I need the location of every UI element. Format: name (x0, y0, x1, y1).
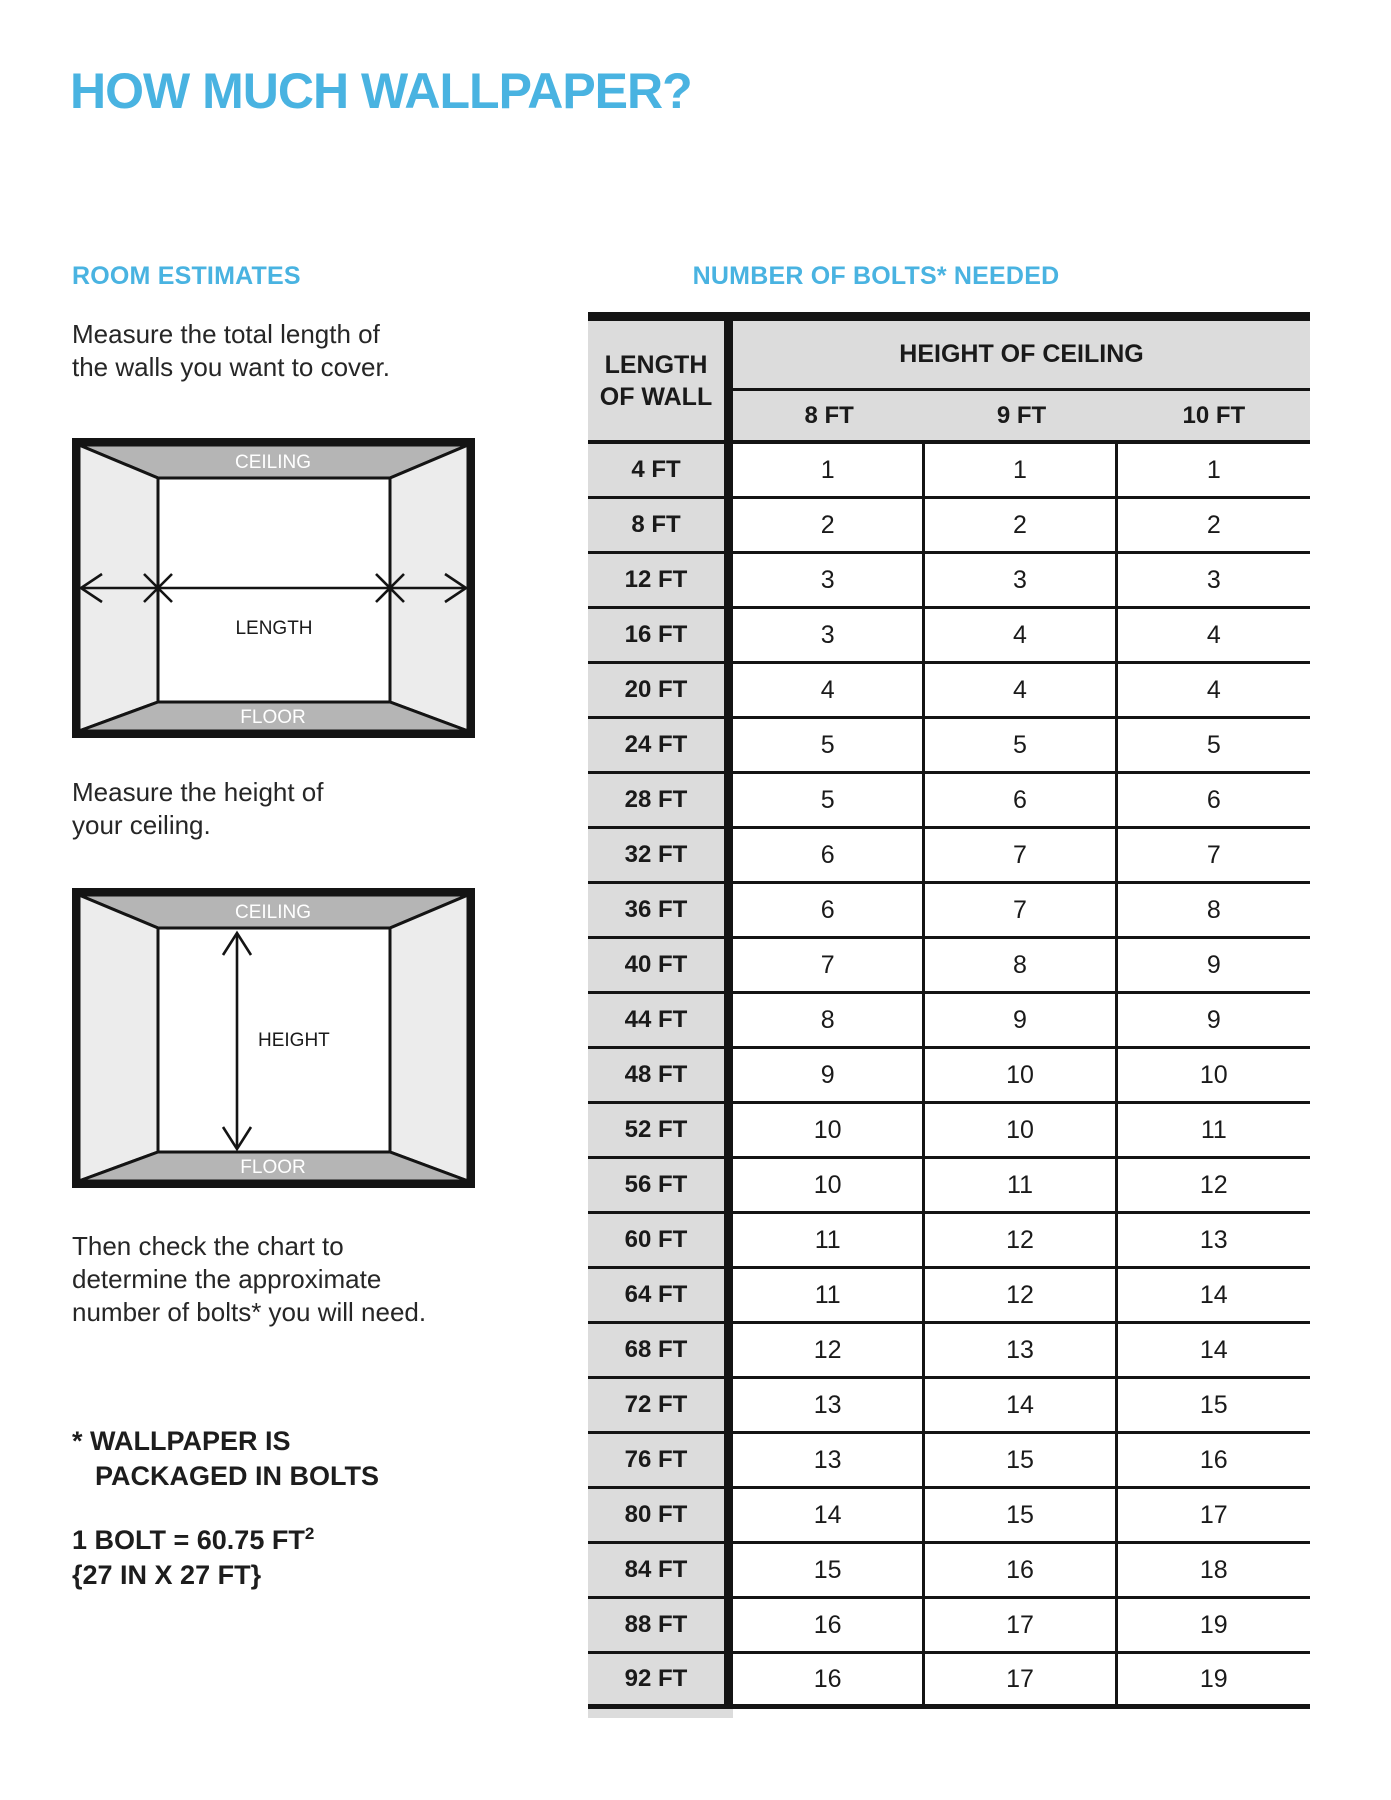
table-row (588, 1434, 1310, 1489)
page-title: HOW MUCH WALLPAPER? (70, 63, 692, 119)
table-row (588, 719, 1310, 774)
bolts-count-cell: 3 (1118, 554, 1310, 609)
table-row (588, 1049, 1310, 1104)
wall-length-cell: 64 FT (588, 1269, 733, 1324)
bolts-count-cell: 14 (1118, 1324, 1310, 1379)
wall-length-cell: 60 FT (588, 1214, 733, 1269)
bolts-count-cell: 15 (925, 1434, 1117, 1489)
col-header-9ft: 9 FT (925, 391, 1117, 444)
bolts-count-cell: 9 (1118, 939, 1310, 994)
bolts-count-cell: 2 (925, 499, 1117, 554)
table-row (588, 664, 1310, 719)
table-row (588, 939, 1310, 994)
bolts-count-cell: 16 (925, 1544, 1117, 1599)
table-row (588, 1324, 1310, 1379)
table-row (588, 884, 1310, 939)
length-label: LENGTH (235, 618, 313, 639)
footnote-line: PACKAGED IN BOLTS (95, 1461, 380, 1491)
bolts-count-cell: 13 (733, 1434, 925, 1489)
instruction-line: your ceiling. (72, 810, 211, 840)
bolts-count-cell: 19 (1118, 1654, 1310, 1709)
wall-length-cell: 40 FT (588, 939, 733, 994)
wall-length-cell: 20 FT (588, 664, 733, 719)
floor-label: FLOOR (240, 707, 306, 728)
table-row (588, 609, 1310, 664)
table-row (588, 774, 1310, 829)
instruction-line: the walls you want to cover. (72, 352, 390, 382)
bolts-count-cell: 2 (733, 499, 925, 554)
table-tail-strip (588, 1709, 733, 1718)
length-of-wall-header: LENGTH OF WALL (588, 321, 733, 444)
instruction-line: number of bolts* you will need. (72, 1297, 427, 1327)
bolts-count-cell: 1 (925, 444, 1117, 499)
bolts-count-cell: 15 (925, 1489, 1117, 1544)
instruction-line: Then check the chart to (72, 1231, 344, 1261)
bolts-count-cell: 10 (925, 1049, 1117, 1104)
table-row (588, 1379, 1310, 1434)
squared-exponent: 2 (304, 1524, 315, 1543)
col-header-8ft: 8 FT (733, 391, 925, 444)
bolts-count-cell: 10 (925, 1104, 1117, 1159)
bolts-count-cell: 7 (733, 939, 925, 994)
wall-length-cell: 68 FT (588, 1324, 733, 1379)
bolts-count-cell: 1 (1118, 444, 1310, 499)
bolts-count-cell: 3 (733, 554, 925, 609)
wall-length-cell: 32 FT (588, 829, 733, 884)
bolts-count-cell: 12 (925, 1269, 1117, 1324)
wall-length-cell: 84 FT (588, 1544, 733, 1599)
back-wall-surface (158, 478, 390, 702)
col-header-10ft: 10 FT (1118, 391, 1310, 444)
bolts-count-cell: 15 (733, 1544, 925, 1599)
bolt-dimensions: {27 IN X 27 FT} (72, 1560, 262, 1590)
bolts-count-cell: 13 (925, 1324, 1117, 1379)
table-row (588, 1599, 1310, 1654)
bolts-table-header (588, 321, 1310, 444)
bolts-count-cell: 6 (733, 829, 925, 884)
instruction-line: Measure the total length of (72, 319, 380, 349)
bolts-count-cell: 4 (733, 664, 925, 719)
bolts-count-cell: 14 (1118, 1269, 1310, 1324)
bolts-count-cell: 17 (925, 1654, 1117, 1709)
bolts-count-cell: 13 (733, 1379, 925, 1434)
bolts-count-cell: 9 (925, 994, 1117, 1049)
bolts-count-cell: 11 (733, 1269, 925, 1324)
bolts-count-cell: 4 (925, 664, 1117, 719)
bolts-count-cell: 17 (925, 1599, 1117, 1654)
table-row (588, 1544, 1310, 1599)
wall-length-cell: 24 FT (588, 719, 733, 774)
table-row (588, 1104, 1310, 1159)
wall-length-cell: 36 FT (588, 884, 733, 939)
height-of-ceiling-header: HEIGHT OF CEILING (733, 321, 1310, 391)
wall-length-cell: 72 FT (588, 1379, 733, 1434)
measure-height-instruction (72, 776, 324, 842)
asterisk-marker: * (72, 1426, 83, 1456)
bolts-count-cell: 13 (1118, 1214, 1310, 1269)
table-row (588, 1269, 1310, 1324)
bolts-count-cell: 16 (733, 1654, 925, 1709)
wall-length-cell: 28 FT (588, 774, 733, 829)
bolts-count-cell: 8 (925, 939, 1117, 994)
bolts-count-cell: 5 (925, 719, 1117, 774)
wall-length-cell: 56 FT (588, 1159, 733, 1214)
ceiling-label: CEILING (234, 452, 312, 473)
bolts-count-cell: 4 (925, 609, 1117, 664)
bolts-count-cell: 3 (925, 554, 1117, 609)
bolts-table (588, 312, 1310, 1718)
footnote-line: * WALLPAPER IS (72, 1426, 291, 1456)
bolts-count-cell: 19 (1118, 1599, 1310, 1654)
table-row (588, 554, 1310, 609)
bolts-count-cell: 7 (925, 829, 1117, 884)
bolts-count-cell: 10 (733, 1159, 925, 1214)
wall-length-cell: 8 FT (588, 499, 733, 554)
wallpaper-bolts-footnote (72, 1424, 379, 1494)
wall-length-cell: 80 FT (588, 1489, 733, 1544)
table-row (588, 1489, 1310, 1544)
bolts-count-cell: 9 (1118, 994, 1310, 1049)
bolts-count-cell: 1 (733, 444, 925, 499)
bolts-count-cell: 11 (925, 1159, 1117, 1214)
wall-length-cell: 4 FT (588, 444, 733, 499)
bolt-equation: 1 BOLT = 60.75 $FT^2$ (72, 1524, 315, 1555)
wall-length-cell: 44 FT (588, 994, 733, 1049)
bolts-count-cell: 6 (733, 884, 925, 939)
room-estimates-heading: ROOM ESTIMATES (72, 262, 301, 290)
measure-length-instruction (72, 318, 390, 384)
bolts-count-cell: 10 (733, 1104, 925, 1159)
table-row (588, 1159, 1310, 1214)
wall-length-cell: 92 FT (588, 1654, 733, 1709)
bolts-count-cell: 12 (733, 1324, 925, 1379)
bolts-count-cell: 14 (925, 1379, 1117, 1434)
table-row (588, 444, 1310, 499)
wall-length-cell: 48 FT (588, 1049, 733, 1104)
bolts-count-cell: 12 (1118, 1159, 1310, 1214)
wall-length-cell: 12 FT (588, 554, 733, 609)
bolts-count-cell: 14 (733, 1489, 925, 1544)
room-length-diagram (72, 438, 475, 738)
bolts-count-cell: 16 (1118, 1434, 1310, 1489)
instruction-line: determine the approximate (72, 1264, 382, 1294)
wall-length-cell: 16 FT (588, 609, 733, 664)
instruction-line: Measure the height of (72, 777, 324, 807)
bolts-count-cell: 8 (1118, 884, 1310, 939)
left-wall-surface (79, 895, 158, 1181)
bolts-count-cell: 5 (733, 774, 925, 829)
bolts-count-cell: 6 (1118, 774, 1310, 829)
bolts-needed-heading: NUMBER OF BOLTS* NEEDED (692, 262, 1060, 290)
bolts-count-cell: 12 (925, 1214, 1117, 1269)
table-row (588, 994, 1310, 1049)
bolts-count-cell: 5 (1118, 719, 1310, 774)
check-chart-instruction (72, 1230, 426, 1329)
floor-label: FLOOR (240, 1157, 306, 1178)
bolts-count-cell: 16 (733, 1599, 925, 1654)
bolts-count-cell: 10 (1118, 1049, 1310, 1104)
table-row (588, 499, 1310, 554)
bolts-count-cell: 4 (1118, 609, 1310, 664)
bolts-count-cell: 17 (1118, 1489, 1310, 1544)
bolts-count-cell: 2 (1118, 499, 1310, 554)
table-row (588, 1654, 1310, 1709)
bolts-count-cell: 15 (1118, 1379, 1310, 1434)
height-label: HEIGHT (258, 1030, 330, 1051)
right-wall-surface (390, 895, 468, 1181)
bolts-count-cell: 6 (925, 774, 1117, 829)
bolts-count-cell: 7 (1118, 829, 1310, 884)
bolts-table-body (588, 444, 1310, 1709)
wall-length-cell: 52 FT (588, 1104, 733, 1159)
table-row (588, 1214, 1310, 1269)
wall-length-cell: 88 FT (588, 1599, 733, 1654)
bolts-count-cell: 4 (1118, 664, 1310, 719)
bolts-count-cell: 5 (733, 719, 925, 774)
bolts-count-cell: 11 (1118, 1104, 1310, 1159)
bolts-count-cell: 7 (925, 884, 1117, 939)
room-height-diagram (72, 888, 475, 1188)
bolts-count-cell: 3 (733, 609, 925, 664)
bolts-count-cell: 9 (733, 1049, 925, 1104)
bolts-count-cell: 18 (1118, 1544, 1310, 1599)
ceiling-label: CEILING (234, 902, 312, 923)
table-row (588, 829, 1310, 884)
wall-length-cell: 76 FT (588, 1434, 733, 1489)
bolts-count-cell: 8 (733, 994, 925, 1049)
bolts-count-cell: 11 (733, 1214, 925, 1269)
